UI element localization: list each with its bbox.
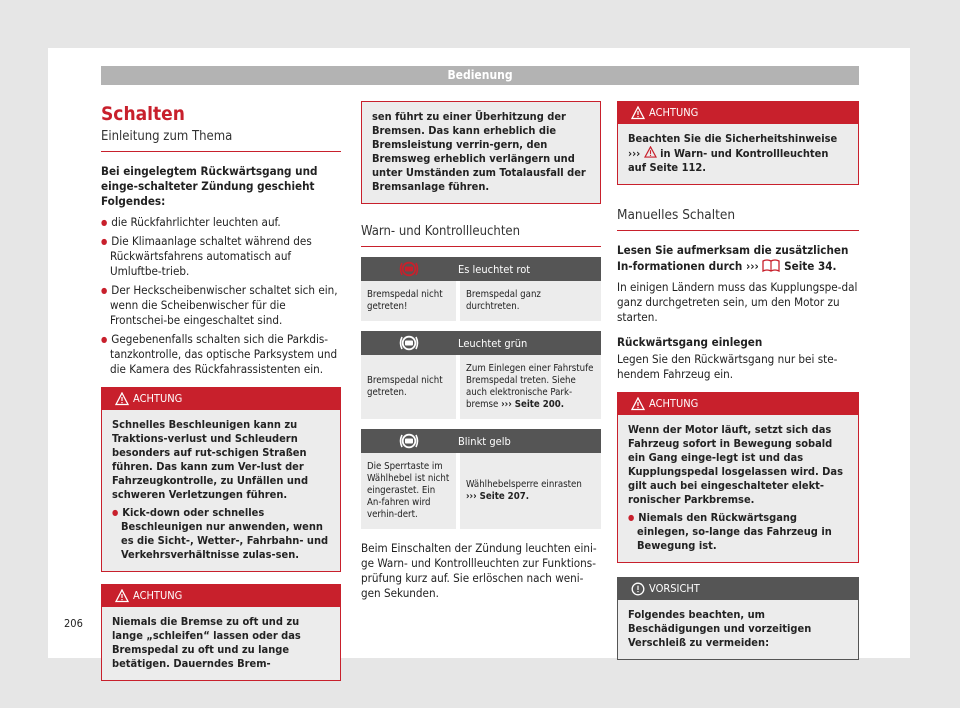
- warning-triangle-icon: [631, 106, 645, 120]
- warning-text-end: in Warn- und Kontrollleuchten auf Seite 112.: [628, 147, 829, 174]
- page-number: 206: [64, 617, 83, 630]
- reverse-text: Legen Sie den Rückwärtsgang nur bei ste-hendem Fahrzeug ein.: [617, 352, 838, 381]
- list-item: ● Die Klimaanlage schaltet während des Rückwärtsfahrens automatisch auf Umluftbe-trieb.: [101, 234, 341, 279]
- page-reference-link[interactable]: ››› Seite 200.: [501, 399, 565, 410]
- column-middle: [361, 95, 601, 607]
- warning-triangle-icon: [631, 397, 645, 411]
- warning-box-reverse: [617, 392, 859, 563]
- warning-body: [618, 124, 858, 184]
- caution-header: [618, 578, 858, 600]
- warning-triangle-icon: [115, 392, 129, 406]
- lamp-title: Blinkt gelb: [458, 434, 511, 448]
- page-header: Bedienung: [101, 66, 859, 85]
- lamp-action-text: Zum Einlegen einer Fahrstufe Bremspedal treten. Siehe auch elektronische Park-bremse: [466, 363, 594, 410]
- section-title-lamps: Warn- und Kontrollleuchten: [361, 224, 601, 247]
- lamp-table-green: [361, 331, 601, 419]
- warning-box-traction: [101, 387, 341, 572]
- lamp-action-text: Bremspedal ganz durchtreten.: [466, 289, 541, 312]
- warning-label: ACHTUNG: [133, 589, 183, 602]
- book-icon: [762, 258, 780, 272]
- section-title-intro: Einleitung zum Thema: [101, 129, 341, 152]
- table-row: [361, 281, 601, 321]
- lamps-outro-text: Beim Einschalten der Zündung leuchten eini-ge Warn- und Kontrollleuchten zur Funktions-prüfung kurz auf. Sie erlöschen nach weni-gen Sekunden.: [361, 541, 597, 600]
- warning-triangle-icon: [115, 589, 129, 603]
- lamp-table-header: [361, 429, 601, 453]
- lamp-title: Es leuchtet rot: [458, 262, 531, 276]
- warning-text: sen führt zu einer Überhitzung der Bremsen. Das kann erheblich die Bremsleistung verrin-gern, den Bremsweg erheblich verlängern und unter Umständen zum Totalausfall der Bremsanlage führen.: [372, 110, 586, 193]
- caution-body: [618, 600, 858, 659]
- warning-bullet: ● Niemals den Rückwärtsgang einlegen, so-lange das Fahrzeug in Bewegung ist.: [628, 511, 848, 553]
- warning-text: Niemals die Bremse zu oft und zu lange „schleifen“ lassen oder das Bremspedal zu oft und zu lange betätigen. Dauerndes Brem-: [112, 615, 301, 670]
- lamp-action-text: Wählhebelsperre einrasten: [466, 479, 582, 490]
- chapter-title: Schalten: [101, 103, 185, 125]
- warning-body: [362, 102, 600, 203]
- warning-triangle-icon: [644, 146, 657, 158]
- page-reference-link[interactable]: Seite 34.: [784, 259, 837, 273]
- lamp-table-header: [361, 331, 601, 355]
- table-row: [361, 355, 601, 419]
- caution-text: Folgendes beachten, um Beschädigungen und vorzeitigen Verschleiß zu vermeiden:: [628, 608, 812, 649]
- list-item: ● Gegebenenfalls schalten sich die Parkdis-tanzkontrolle, das optische Parksystem und die Kamera des Rückfahrassistenten ein.: [101, 332, 341, 377]
- caution-box: [617, 577, 859, 660]
- column-left: [101, 95, 341, 693]
- note-text: [617, 243, 859, 274]
- lamp-action: [460, 281, 601, 321]
- warning-box-brake: [101, 584, 341, 681]
- warning-header: [618, 393, 858, 415]
- warning-label: ACHTUNG: [133, 392, 183, 405]
- lamp-condition: Die Sperrtaste im Wählhebel ist nicht eingerastet. Ein An-fahren wird verhin-dert.: [361, 453, 460, 529]
- section-title-manual: Manuelles Schalten: [617, 207, 859, 231]
- brake-pedal-yellow-icon: [361, 433, 456, 449]
- list-item: ● die Rückfahrlichter leuchten auf.: [101, 215, 341, 230]
- lamp-title: Leuchtet grün: [458, 336, 528, 350]
- warning-body: [618, 415, 858, 562]
- warning-header: [618, 102, 858, 124]
- brake-pedal-red-icon: [361, 261, 456, 277]
- warning-label: ACHTUNG: [649, 106, 699, 119]
- page-reference-link[interactable]: ››› Seite 207.: [466, 491, 529, 502]
- table-row: [361, 453, 601, 529]
- warning-text: Schnelles Beschleunigen kann zu Traktions-verlust und Schleudern besonders auf rut-schigen Straßen führen. Das kann zum Ver-lust der Fahrzeugkontrolle, zu Unfällen und schweren Verletzungen führen.: [112, 418, 309, 501]
- warning-body: [102, 410, 340, 571]
- warning-body: [102, 607, 340, 680]
- caution-label: VORSICHT: [649, 582, 700, 595]
- brake-pedal-green-icon: [361, 335, 456, 351]
- intro-text: Bei eingelegtem Rückwärtsgang und einge-schalteter Zündung geschieht Folgendes:: [101, 164, 318, 208]
- warning-text: Beachten Sie die Sicherheitshinweise ›››: [628, 132, 838, 160]
- lamp-table-yellow: [361, 429, 601, 529]
- warning-header: [102, 585, 340, 607]
- warning-label: ACHTUNG: [649, 397, 699, 410]
- lamp-condition: Bremspedal nicht getreten!: [361, 281, 460, 321]
- lamp-action: [460, 453, 601, 529]
- list-item: ● Der Heckscheibenwischer schaltet sich ein, wenn die Scheibenwischer für die Frontschei-be eingeschaltet sind.: [101, 283, 341, 328]
- lamp-condition: Bremspedal nicht getreten.: [361, 355, 460, 419]
- note-text-start: Lesen Sie aufmerksam die zusätzlichen In-formationen durch ›››: [617, 243, 849, 273]
- warning-box-safety: [617, 101, 859, 185]
- warning-text: Wenn der Motor läuft, setzt sich das Fahrzeug sofort in Bewegung sobald ein Gang einge-legt ist und das Kupplungspedal losgelassen wird. Das gilt auch bei eingeschalteter elekt-ronischer Parkbremse.: [628, 423, 843, 506]
- subheading-reverse: Rückwärtsgang einlegen: [617, 335, 763, 349]
- lamp-table-red: [361, 257, 601, 321]
- warning-box-brake-continued: [361, 101, 601, 204]
- lamp-table-header: [361, 257, 601, 281]
- warning-bullet: ● Kick-down oder schnelles Beschleunigen nur anwenden, wenn es die Sicht-, Wetter-, Fahrbahn- und Verkehrsverhältnisse zulas-sen.: [112, 506, 330, 562]
- warning-header: [102, 388, 340, 410]
- exclamation-circle-icon: [631, 582, 645, 596]
- lamp-action: [460, 355, 601, 419]
- clutch-text: In einigen Ländern muss das Kupplungspe-dal ganz durchgetreten sein, um den Motor zu starten.: [617, 280, 858, 324]
- column-right: [617, 95, 859, 660]
